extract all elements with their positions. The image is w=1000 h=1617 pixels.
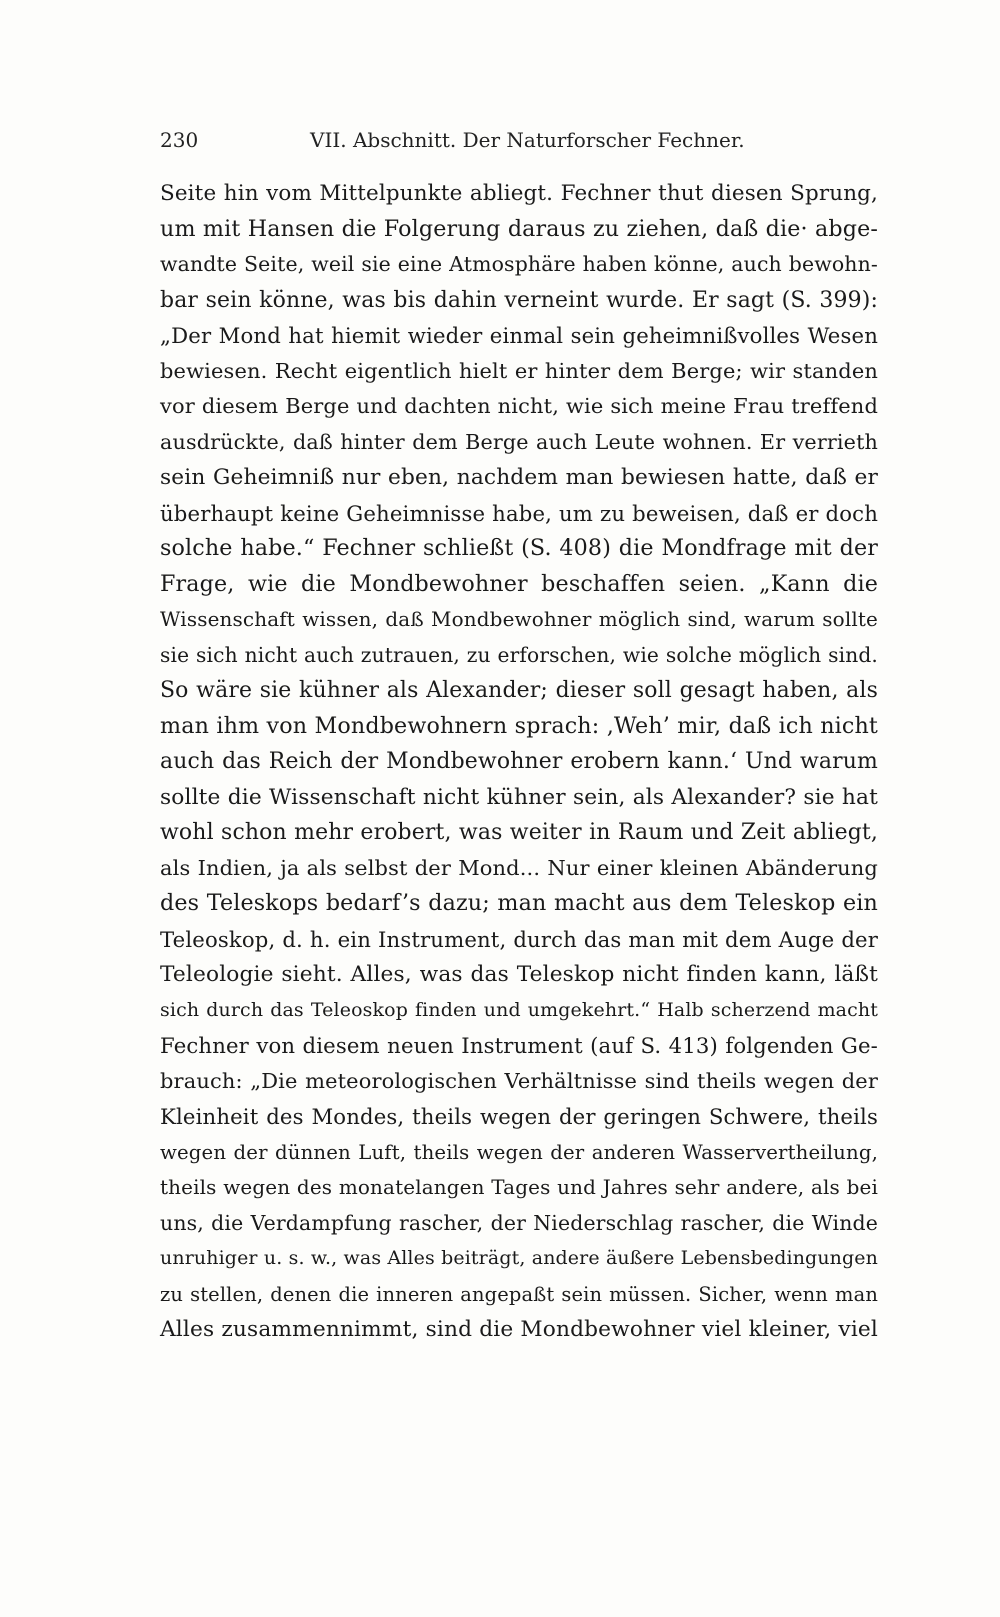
- text-line: ausdrückte, daß hinter dem Berge auch Leute wohnen. Er verrieth: [160, 429, 878, 454]
- text-line: man ihm von Mondbewohnern sprach: ‚Weh’ mir, daß ich nicht: [160, 712, 878, 739]
- text-line: sie sich nicht auch zutrauen, zu erforschen, wie solche möglich sind.: [160, 642, 878, 667]
- text-line: solche habe.“ Fechner schließt (S. 408) die Mondfrage mit der: [160, 535, 878, 561]
- text-line: des Teleskops bedarf’s dazu; man macht aus dem Teleskop ein: [160, 890, 878, 916]
- text-line: unruhiger u. s. w., was Alles beiträgt, andere äußere Lebensbedingungen: [160, 1247, 878, 1269]
- text-line: überhaupt keine Geheimnisse habe, um zu beweisen, daß er doch: [160, 500, 878, 526]
- text-line: sein Geheimniß nur eben, nachdem man bewiesen hatte, daß er: [160, 465, 878, 490]
- text-line: auch das Reich der Mondbewohner erobern kann.‘ Und warum: [160, 749, 878, 774]
- text-line: um mit Hansen die Folgerung daraus zu ziehen, daß die· abge-: [160, 215, 878, 242]
- text-line: bewiesen. Recht eigentlich hielt er hinter dem Berge; wir standen: [160, 358, 878, 383]
- text-line: wegen der dünnen Luft, theils wegen der anderen Wasservertheilung,: [160, 1140, 878, 1164]
- text-line: uns, die Verdampfung rascher, der Niederschlag rascher, die Winde: [160, 1210, 878, 1235]
- text-line: Teleoskop, d. h. ein Instrument, durch das man mit dem Auge der: [160, 926, 878, 952]
- text-line: Teleologie sieht. Alles, was das Teleskop nicht finden kann, läßt: [160, 962, 878, 987]
- text-line: bar sein könne, was bis dahin verneint wurde. Er sagt (S. 399):: [160, 287, 878, 313]
- text-line: „Der Mond hat hiemit wieder einmal sein geheimnißvolles Wesen: [160, 323, 878, 348]
- text-line: sich durch das Teleoskop finden und umgekehrt.“ Halb scherzend macht: [160, 998, 878, 1021]
- text-line: als Indien, ja als selbst der Mond... Nur einer kleinen Abänderung: [160, 855, 878, 880]
- text-line: Wissenschaft wissen, daß Mondbewohner möglich sind, warum sollte: [160, 607, 878, 631]
- text-line: So wäre sie kühner als Alexander; dieser soll gesagt haben, als: [160, 678, 878, 703]
- text-line: Fechner von diesem neuen Instrument (auf S. 413) folgenden Ge-: [160, 1033, 878, 1058]
- text-line: sollte die Wissenschaft nicht kühner sein, als Alexander? sie hat: [160, 784, 878, 810]
- text-line: Alles zusammennimmt, sind die Mondbewohner viel kleiner, viel: [160, 1317, 878, 1342]
- text-line: theils wegen des monatelangen Tages und Jahres sehr andere, als bei: [160, 1175, 878, 1199]
- text-line: Kleinheit des Mondes, theils wegen der geringen Schwere, theils: [160, 1104, 878, 1129]
- page-number: 230: [160, 128, 199, 152]
- body-text: [160, 176, 878, 1348]
- text-line: zu stellen, denen die inneren angepaßt sein müssen. Sicher, wenn man: [160, 1282, 878, 1306]
- running-head: VII. Abschnitt. Der Naturforscher Fechner.: [310, 128, 745, 152]
- text-line: Seite hin vom Mittelpunkte abliegt. Fechner thut diesen Sprung,: [160, 181, 878, 206]
- text-line: brauch: „Die meteorologischen Verhältnisse sind theils wegen der: [160, 1068, 878, 1093]
- text-line: wandte Seite, weil sie eine Atmosphäre haben könne, auch bewohn-: [160, 252, 878, 276]
- text-line: Frage, wie die Mondbewohner beschaffen seien. „Kann die: [160, 570, 878, 597]
- text-line: vor diesem Berge und dachten nicht, wie sich meine Frau treffend: [160, 394, 878, 418]
- text-line: wohl schon mehr erobert, was weiter in Raum und Zeit abliegt,: [160, 820, 878, 845]
- page-header: [160, 128, 878, 162]
